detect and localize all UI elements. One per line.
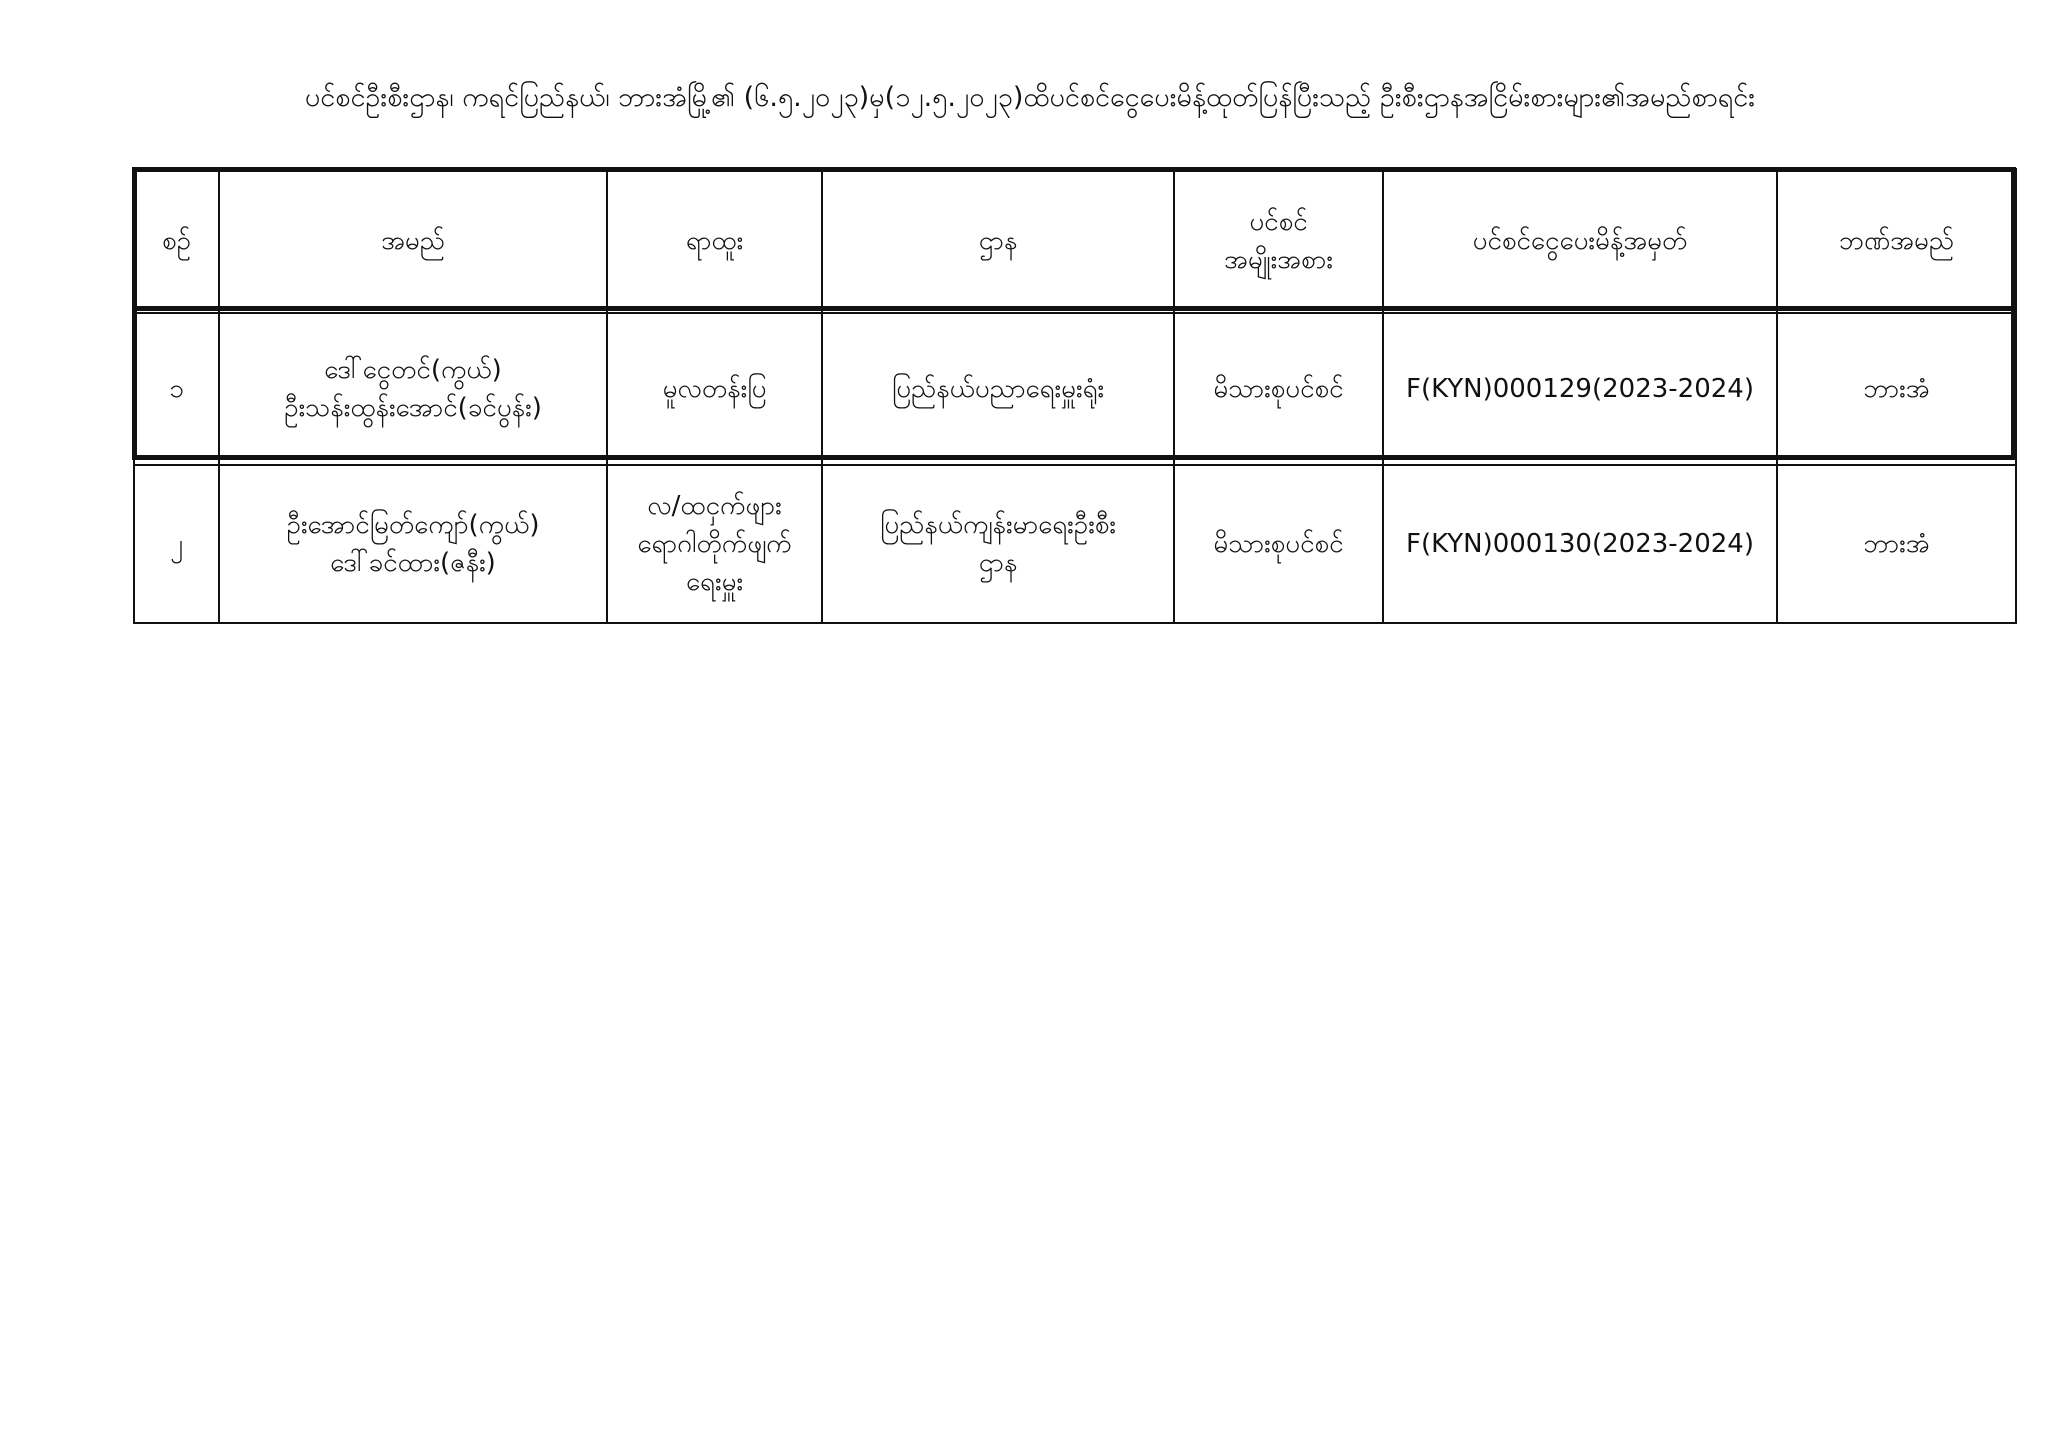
cell-rank: [607, 313, 822, 465]
cell-pension-type: မိသားစုပင်စင်: [1174, 313, 1383, 465]
cell-pension-type: မိသားစုပင်စင်: [1174, 465, 1383, 623]
pension-list-table: [133, 168, 2017, 624]
table-header-row: [134, 169, 2016, 313]
cell-rank-line1: မူလတန်းပြ: [662, 374, 767, 404]
header-pension-type: [1174, 169, 1383, 313]
cell-name-line2: ဒေါ်ခင်ထား(ဇနီး): [330, 548, 496, 578]
cell-serial: ၂: [134, 465, 219, 623]
header-order-number: ပင်စင်ငွေပေးမိန့်အမှတ်: [1383, 169, 1777, 313]
cell-order-number: F(KYN)000130(2023-2024): [1383, 465, 1777, 623]
cell-serial: ၁: [134, 313, 219, 465]
cell-department: [822, 465, 1174, 623]
cell-name-line2: ဦးသန်းထွန်းအောင်(ခင်ပွန်း): [284, 393, 542, 423]
cell-rank: [607, 465, 822, 623]
table-row: [134, 313, 2016, 465]
header-department: ဌာန: [822, 169, 1174, 313]
cell-order-number: F(KYN)000129(2023-2024): [1383, 313, 1777, 465]
cell-name-line1: ဦးအောင်မြတ်ကျော်(ကွယ်): [286, 510, 540, 540]
cell-department-line2: ဌာန: [978, 548, 1018, 578]
header-rank: ရာထူး: [607, 169, 822, 313]
header-name: အမည်: [219, 169, 607, 313]
header-pension-type-line2: အမျိုးအစား: [1224, 245, 1333, 275]
cell-treasury: ဘားအံ: [1777, 465, 2016, 623]
cell-rank-line1: လ/ထငှက်ဖျား: [647, 491, 782, 521]
cell-name: [219, 313, 607, 465]
cell-name: [219, 465, 607, 623]
header-treasury: ဘဏ်အမည်: [1777, 169, 2016, 313]
cell-department: [822, 313, 1174, 465]
cell-treasury: ဘားအံ: [1777, 313, 2016, 465]
header-serial: စဉ်: [134, 169, 219, 313]
table-row: [134, 465, 2016, 623]
cell-department-line1: ပြည်နယ်ကျန်းမာရေးဦးစီး: [879, 510, 1117, 540]
cell-department-line1: ပြည်နယ်ပညာရေးမှူးရုံး: [891, 374, 1105, 404]
cell-name-line1: ဒေါ်ငွေတင်(ကွယ်): [324, 355, 502, 385]
cell-rank-line2: ရောဂါတိုက်ဖျက်: [637, 529, 792, 559]
cell-rank-line3: ရေးမှူး: [685, 567, 744, 597]
header-pension-type-line1: ပင်စင်: [1249, 207, 1308, 237]
document-title: ပင်စင်ဦးစီးဌာန၊ ကရင်ပြည်နယ်၊ ဘားအံမြို့၏ (၆.၅.၂၀၂၃)မှ(၁၂.၅.၂၀၂၃)ထိပင်စင်ငွေပေးမိန့်ထုတ်ပြန်ပြီးသည့် ဦးစီးဌာနအငြိမ်းစားများ၏အမည်စာရင်း: [304, 82, 1756, 113]
